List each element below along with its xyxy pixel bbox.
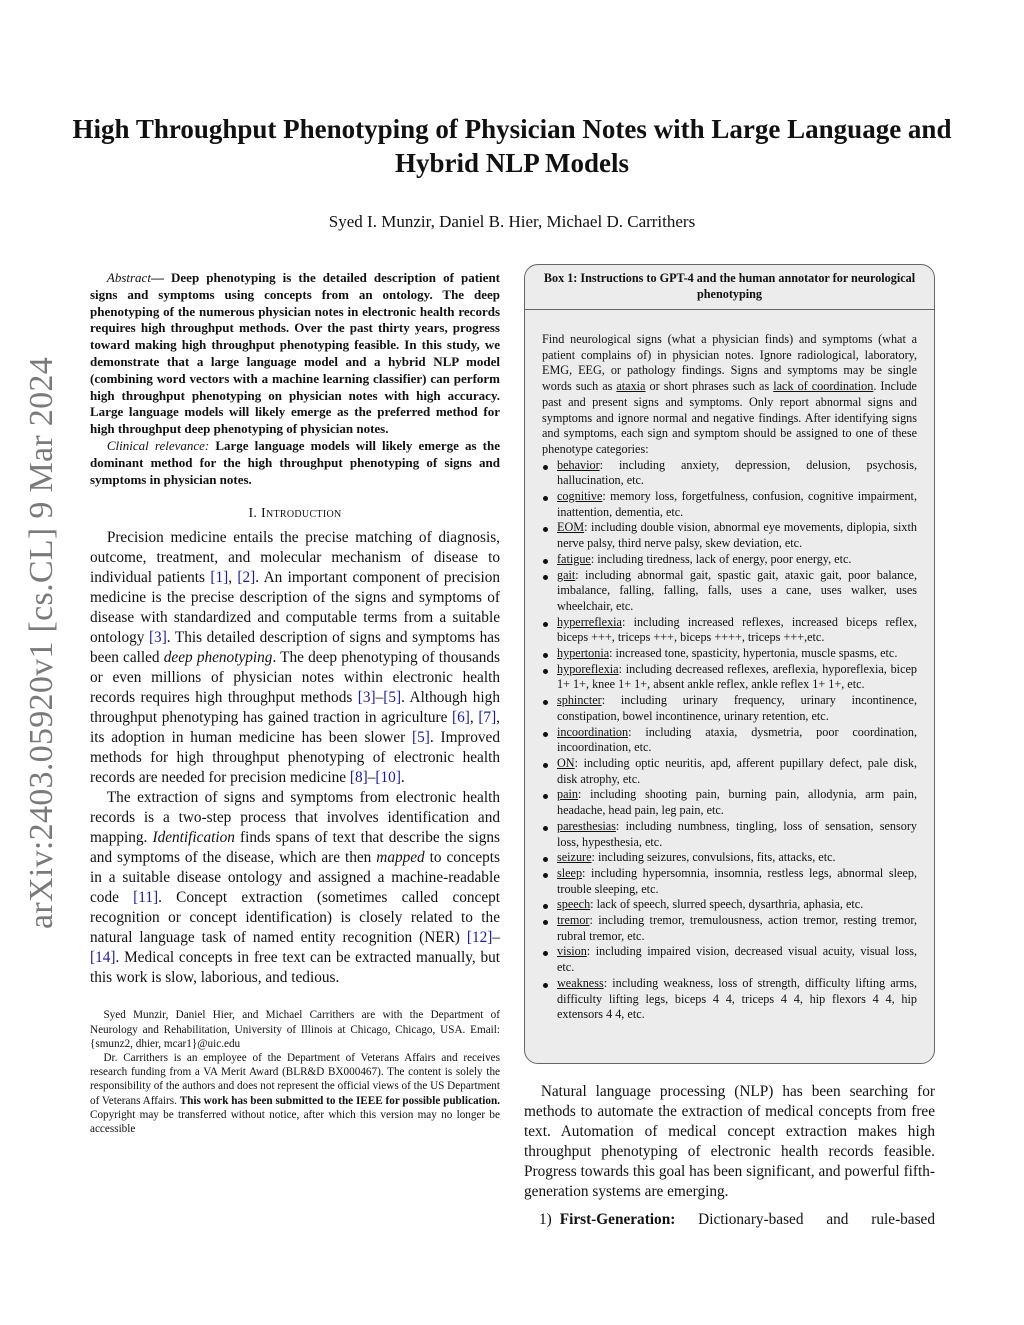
category-term: vision bbox=[557, 944, 587, 959]
text-span: , its adoption in human medicine has been slower bbox=[90, 709, 500, 747]
paper-title: High Throughput Phenotyping of Physician Notes with Large Language and Hybrid NLP Models bbox=[72, 114, 952, 178]
phenotype-category bbox=[542, 913, 917, 944]
category-term: hyperreflexia bbox=[557, 614, 622, 629]
text-span: . Although high throughput phenotyping has gained traction in agriculture bbox=[90, 689, 500, 727]
enum-label: First-Generation: bbox=[559, 1211, 676, 1228]
category-term: gait bbox=[557, 567, 576, 582]
phenotype-category bbox=[542, 662, 917, 693]
category-term: hyporeflexia bbox=[557, 661, 619, 676]
citation-link[interactable]: [14] bbox=[90, 949, 116, 967]
emphasis: mapped bbox=[376, 849, 425, 867]
category-description: : including hypersomnia, insomnia, restless legs, abnormal sleep, trouble sleeping, etc. bbox=[557, 865, 917, 896]
category-term: seizure bbox=[557, 850, 592, 865]
category-term: EOM bbox=[557, 520, 585, 535]
text-span: The extraction of signs and symptoms from electronic health records is a two-step process that involves identification and mapping. bbox=[90, 789, 500, 847]
phenotype-category bbox=[542, 866, 917, 897]
text-span: . The deep phenotyping of thousands or even millions of physician notes within electronic health records requires high throughput methods bbox=[90, 649, 500, 707]
category-description: : including urinary frequency, urinary incontinence, constipation, bowel incontinence, urinary retention, etc. bbox=[557, 693, 917, 723]
citation-link[interactable]: [1] bbox=[210, 569, 229, 587]
text-span: . Include past and present signs and symptoms. Only report abnormal signs and symptoms and ignore normal and negative findings. After identifying signs and symptoms, each sign and symptom should be assigned to one of these phenotype categories: bbox=[542, 379, 917, 456]
category-description: : including seizures, convulsions, fits, attacks, etc. bbox=[591, 850, 836, 865]
section-heading-introduction bbox=[90, 506, 500, 522]
phenotype-category bbox=[542, 944, 917, 975]
arxiv-identifier: arXiv:2403.05920v1 [cs.CL] 9 Mar 2024 bbox=[23, 356, 60, 929]
box-body bbox=[525, 310, 934, 1023]
phenotype-category bbox=[542, 725, 917, 756]
phenotype-category bbox=[542, 897, 917, 913]
text-span: Dictionary-based and rule-based bbox=[675, 1211, 935, 1228]
phenotype-category bbox=[542, 646, 917, 662]
phenotype-category bbox=[542, 756, 917, 787]
text-span: , bbox=[469, 709, 479, 727]
text-span: . bbox=[400, 769, 405, 787]
phenotype-category bbox=[542, 850, 917, 866]
category-description: : including increased reflexes, increased biceps reflex, biceps +++, triceps +++, biceps ++++, triceps +++,etc. bbox=[557, 614, 917, 645]
footnote-affiliation: Syed Munzir, Daniel Hier, and Michael Carrithers are with the Department of Neurology and Rehabilitation, University of Illinois at Chicago, Chicago, USA. Email: {smunz2, dhier, mcar1}@uic.edu bbox=[90, 1009, 500, 1050]
enum-text bbox=[560, 1210, 935, 1230]
text-span: . Concept extraction (sometimes called concept recognition or concept identification) is closely related to the natural language task of named entity recognition (NER) bbox=[90, 889, 501, 947]
right-column bbox=[524, 264, 935, 1230]
category-term: weakness bbox=[557, 975, 604, 990]
category-description: : lack of speech, slurred speech, dysarthria, aphasia, etc. bbox=[590, 897, 864, 912]
arxiv-sidebar bbox=[14, 355, 70, 930]
category-description: : increased tone, spasticity, hypertonia, muscle spasms, etc. bbox=[609, 646, 898, 661]
category-term: speech bbox=[557, 897, 591, 912]
phenotype-category bbox=[542, 693, 917, 724]
phenotype-category bbox=[542, 615, 917, 646]
example-term: lack of coordination bbox=[773, 379, 874, 394]
category-term: ON bbox=[557, 755, 575, 770]
abstract bbox=[90, 270, 500, 438]
phenotype-category bbox=[542, 976, 917, 1023]
category-description: : including tremor, tremulousness, action tremor, resting tremor, rubral tremor, etc. bbox=[557, 913, 917, 943]
phenotype-category bbox=[542, 568, 917, 615]
citation-link[interactable]: [6] bbox=[452, 709, 470, 727]
citation-link[interactable]: [5] bbox=[412, 729, 430, 747]
text-span: , bbox=[228, 569, 238, 587]
paper-authors: Syed I. Munzir, Daniel B. Hier, Michael D. Carrithers bbox=[328, 212, 696, 231]
citation-link[interactable]: [7] bbox=[478, 709, 497, 727]
text-span: finds spans of text that describe the signs and symptoms of the disease, which are then bbox=[90, 829, 500, 867]
phenotype-category bbox=[542, 520, 917, 551]
category-term: paresthesias bbox=[557, 818, 616, 833]
clinical-relevance bbox=[90, 438, 500, 488]
ieee-notice: This work has been submitted to the IEEE for possible publication. bbox=[179, 1094, 500, 1107]
box-intro bbox=[542, 332, 917, 458]
category-term: incoordination bbox=[557, 724, 629, 739]
intro-paragraph-2 bbox=[90, 788, 500, 988]
text-span: – bbox=[375, 689, 384, 707]
citation-link[interactable]: [5] bbox=[383, 689, 402, 707]
category-description: : including decreased reflexes, areflexia, hyporeflexia, bicep 1+ 1+, knee 1+ 1+, absent ankle reflex, ankle reflex 1+ 1+, etc. bbox=[557, 661, 917, 692]
section-title: Introduction bbox=[261, 506, 342, 522]
text-span: . Improved methods for high throughput phenotyping of electronic health records are needed for precision medicine bbox=[90, 729, 500, 787]
citation-link[interactable]: [10] bbox=[375, 769, 401, 787]
citation-link[interactable]: [3] bbox=[357, 689, 376, 707]
text-span: Find neurological signs (what a physician finds) and symptoms (what a patient complains of) in physician notes. Ignore radiological, laboratory, EMG, EEG, or pathology findings. Signs and symptoms may be single words such as bbox=[542, 332, 917, 394]
footnotes bbox=[90, 1008, 500, 1136]
category-term: tremor bbox=[557, 913, 590, 928]
clinical-relevance-label: Clinical relevance: bbox=[106, 437, 210, 453]
citation-link[interactable]: [8] bbox=[349, 769, 368, 787]
text-span: – bbox=[492, 929, 500, 947]
phenotype-category bbox=[542, 787, 917, 818]
category-description: : including tiredness, lack of energy, poor energy, etc. bbox=[590, 551, 852, 566]
citation-link[interactable]: [3] bbox=[148, 629, 167, 647]
emphasis: deep phenotyping bbox=[163, 649, 273, 667]
category-description: : including optic neuritis, apd, afferent pupillary defect, pale disk, disk atrophy, etc. bbox=[557, 755, 917, 786]
phenotype-category bbox=[542, 458, 917, 489]
text-span: Copyright may be transferred without notice, after which this version may no longer be accessible bbox=[90, 1108, 500, 1135]
intro-paragraph-1 bbox=[90, 528, 500, 788]
instruction-box bbox=[524, 264, 935, 1064]
category-description: : including shooting pain, burning pain, allodynia, arm pain, headache, head pain, leg pain, etc. bbox=[557, 787, 917, 818]
category-term: hypertonia bbox=[557, 646, 610, 661]
abstract-text: — Deep phenotyping is the detailed description of patient signs and symptoms using concepts from an ontology. The deep phenotyping of the numerous physician notes in electronic health records requires high throughput methods. Over the past thirty years, progress toward making high throughput phenotyping feasible. In this study, we demonstrate that a large language model and a hybrid NLP model (combining word vectors with a machine learning classifier) can perform high throughput phenotyping on physician notes with high accuracy. Large language models will likely emerge as the preferred method for high throughput deep phenotyping of physician notes. bbox=[90, 270, 500, 437]
category-term: pain bbox=[557, 787, 578, 802]
enum-item-first-generation bbox=[524, 1210, 935, 1230]
phenotype-category bbox=[542, 819, 917, 850]
text-span: to concepts in a suitable disease ontology and assigned a machine-readable code bbox=[90, 849, 500, 907]
category-term: fatigue bbox=[557, 551, 591, 566]
phenotype-category bbox=[542, 489, 917, 520]
clinical-relevance-text: Large language models will likely emerge as the dominant method for the high throughput phenotyping of signs and symptoms in physician notes. bbox=[90, 437, 500, 487]
category-description: : including anxiety, depression, delusion, psychosis, hallucination, etc. bbox=[557, 457, 917, 488]
category-term: cognitive bbox=[557, 489, 603, 504]
text-span: . An important component of precision medicine is the precise description of the signs and symptoms of disease with standardized and computable terms from a suitable ontology bbox=[90, 569, 500, 647]
text-span: . Medical concepts in free text can be extracted manually, but this work is slow, laborious, and tedious. bbox=[90, 949, 500, 987]
left-column bbox=[90, 270, 500, 1136]
section-number: I. bbox=[248, 506, 262, 522]
category-term: behavior bbox=[557, 457, 600, 472]
citation-link[interactable]: [2] bbox=[237, 569, 256, 587]
emphasis: Identification bbox=[152, 829, 235, 847]
category-description: : including numbness, tingling, loss of sensation, sensory loss, hypesthesia, etc. bbox=[557, 818, 917, 849]
text-span: or short phrases such as bbox=[645, 379, 774, 394]
abstract-label: Abstract bbox=[106, 270, 151, 285]
text-span: . This detailed description of signs and symptoms has been called bbox=[90, 629, 500, 667]
phenotype-category-list bbox=[542, 458, 917, 1023]
nlp-paragraph: Natural language processing (NLP) has been searching for methods to automate the extraction of medical concepts from free text. Automation of medical concept extraction makes high throughput phenotyping of electronic health records feasible. Progress towards this goal has been significant, and powerful fifth-generation systems are emerging. bbox=[524, 1083, 935, 1200]
category-description: : including ataxia, dysmetria, poor coordination, incoordination, etc. bbox=[557, 724, 917, 755]
category-description: : including abnormal gait, spastic gait, ataxic gait, poor balance, imbalance, falling, falling, falls, uses a cane, uses walker, uses wheelchair, etc. bbox=[557, 567, 917, 613]
citation-link[interactable]: [11] bbox=[133, 889, 159, 907]
category-description: : memory loss, forgetfulness, confusion, cognitive impairment, inattention, dementia, etc. bbox=[557, 489, 917, 519]
phenotype-category bbox=[542, 552, 917, 568]
category-term: sphincter bbox=[557, 693, 602, 708]
text-span: Precision medicine entails the precise matching of diagnosis, outcome, treatment, and molecular mechanism of disease to individual patients bbox=[90, 529, 500, 587]
category-description: : including double vision, abnormal eye movements, diplopia, sixth nerve palsy, third nerve palsy, skew deviation, etc. bbox=[557, 520, 917, 551]
enum-number: 1) bbox=[539, 1211, 552, 1228]
citation-link[interactable]: [12] bbox=[466, 929, 493, 947]
category-term: sleep bbox=[557, 865, 583, 880]
footnote-funding bbox=[90, 1051, 500, 1136]
text-span: – bbox=[367, 769, 376, 787]
example-term: ataxia bbox=[616, 379, 646, 394]
text-span: Dr. Carrithers is an employee of the Department of Veterans Affairs and receives research funding from a VA Merit Award (BLR&D BX000467). The content is solely the responsibility of the authors and does not represent the official views of the US Department of Veterans Affairs. bbox=[90, 1051, 500, 1107]
box-title: Box 1: Instructions to GPT-4 and the human annotator for neurological phenotyping bbox=[525, 265, 934, 310]
category-description: : including impaired vision, decreased visual acuity, visual loss, etc. bbox=[557, 944, 917, 975]
category-description: : including weakness, loss of strength, difficulty lifting arms, difficulty lifting legs, biceps 4 4, triceps 4 4, hip flexors 4 4, hip extensors 4 4, etc. bbox=[557, 975, 917, 1022]
